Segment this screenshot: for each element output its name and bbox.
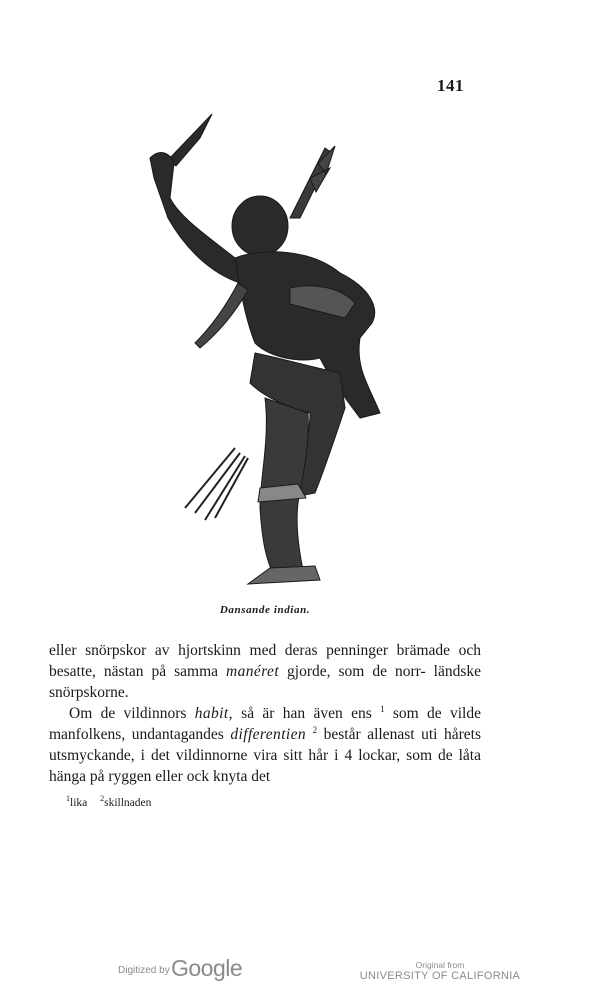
p1-emphasis: manéret <box>226 663 280 680</box>
figure-caption: Dansande indian. <box>219 604 311 616</box>
p2-emphasis-1: habit, <box>194 705 233 722</box>
p2-emphasis-2: differentien <box>230 726 307 743</box>
university-label: UNIVERSITY OF CALIFORNIA <box>359 970 521 982</box>
p2-text-a: Om de vildinnors <box>69 705 195 722</box>
page-number: 141 <box>437 76 464 95</box>
p1-text-b: gjorde, som de norr- ländske snörpskorne. <box>49 663 481 701</box>
p1-text-a: eller snörpskor av hjortskinn med deras penninger brämade och besatte, nästan på samma <box>49 642 481 680</box>
p2-text-d: består allenast uti hårets utsmyckande, i det vildinnorne vira sitt hår i 4 lockar, som de låta hänga på ryggen eller ock knyta det <box>49 726 481 785</box>
footnotes <box>66 794 161 809</box>
original-from-label: Original from <box>415 960 465 970</box>
google-logo: Google <box>171 955 243 981</box>
dancing-indian-illustration <box>140 108 400 598</box>
footnote-1: $^1$lika <box>66 794 88 809</box>
p2-text-b: så är han även ens <box>232 705 381 722</box>
p2-text-c: som de vilde manfolkens, undantagandes <box>49 705 481 743</box>
paragraph-1 <box>49 640 481 703</box>
footnote-2: $^2$skillnaden <box>100 794 152 809</box>
digitized-by-label: Digitized by <box>118 965 170 976</box>
footnote-ref-1: 1 <box>380 703 385 714</box>
footnote-ref-2: 2 <box>312 724 318 735</box>
paragraph-2 <box>49 703 481 787</box>
body-text <box>49 640 481 787</box>
